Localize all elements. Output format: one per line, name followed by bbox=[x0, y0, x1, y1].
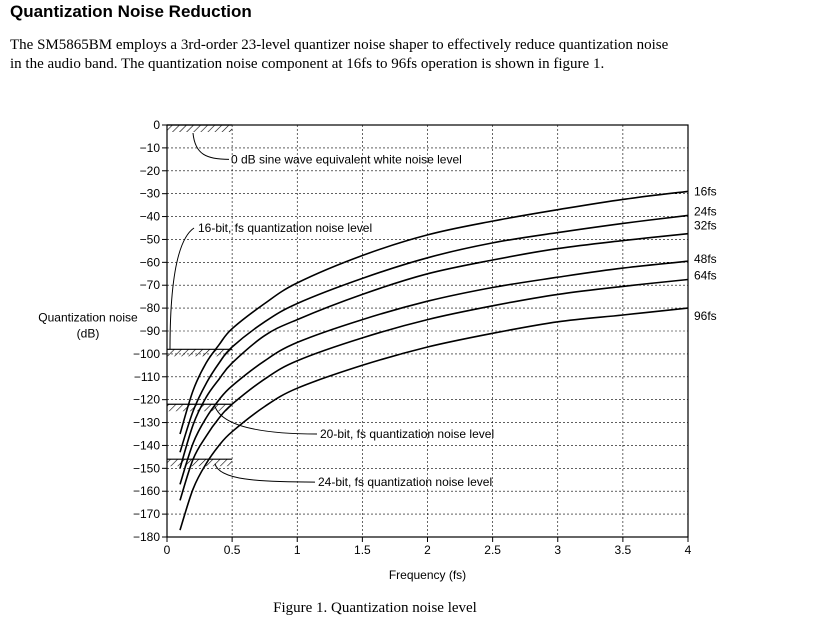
series-label-48fs: 48fs bbox=[694, 252, 717, 267]
series-label-32fs: 32fs bbox=[694, 218, 717, 233]
y-tick-label: −170 bbox=[132, 507, 160, 522]
series-line-24fs bbox=[180, 215, 688, 452]
y-tick-label: −180 bbox=[132, 530, 160, 544]
reference-hatch bbox=[167, 125, 232, 132]
reference-hatch bbox=[167, 459, 232, 466]
x-tick-label: 1.5 bbox=[354, 543, 371, 557]
y-tick-label: 0 bbox=[153, 118, 160, 132]
y-axis-label-unit: (dB) bbox=[76, 326, 100, 341]
x-tick-label: 2.5 bbox=[484, 543, 501, 557]
y-tick-label: −160 bbox=[132, 484, 160, 499]
body-line-1: The SM5865BM employs a 3rd-order 23-level quantizer noise shaper to effectively reduce quantization noise bbox=[10, 37, 669, 53]
reference-callout-label: 0 dB sine wave equivalent white noise level bbox=[231, 152, 462, 167]
series-label-96fs: 96fs bbox=[694, 309, 717, 324]
series-line-64fs bbox=[180, 280, 688, 501]
series-label-16fs: 16fs bbox=[694, 184, 717, 199]
reference-callouts bbox=[170, 133, 494, 489]
y-tick-label: −90 bbox=[139, 324, 160, 338]
y-tick-label: −110 bbox=[133, 369, 160, 384]
y-tick-label: −100 bbox=[132, 346, 160, 361]
x-tick-label: 1 bbox=[293, 543, 301, 557]
y-tick-label: −140 bbox=[132, 438, 160, 453]
series-label-64fs: 64fs bbox=[694, 268, 717, 283]
section-heading: Quantization Noise Reduction bbox=[10, 2, 252, 21]
x-tick-label: 0.5 bbox=[223, 543, 241, 557]
y-tick-label: −130 bbox=[132, 415, 160, 430]
y-tick-label: −120 bbox=[132, 392, 160, 407]
y-tick-label: −70 bbox=[139, 278, 160, 293]
y-tick-label: −50 bbox=[139, 232, 160, 247]
y-tick-label: −40 bbox=[139, 209, 160, 224]
reference-callout-leader bbox=[193, 133, 229, 159]
x-tick-label: 0 bbox=[163, 543, 171, 557]
y-tick-label: −150 bbox=[132, 461, 160, 476]
reference-callout-label: 20-bit, fs quantization noise level bbox=[320, 427, 495, 441]
y-axis-label: Quantization noise bbox=[38, 310, 138, 325]
y-tick-label: −80 bbox=[139, 301, 160, 316]
x-tick-label: 3 bbox=[554, 543, 562, 557]
x-axis-label: Frequency (fs) bbox=[388, 568, 467, 582]
reference-hatch bbox=[167, 349, 232, 356]
x-tick-label: 4 bbox=[684, 543, 692, 557]
reference-callout-leader bbox=[215, 464, 315, 482]
x-tick-label: 2 bbox=[424, 543, 431, 557]
reference-callout-label: 16-bit, fs quantization noise level bbox=[198, 221, 373, 235]
y-tick-label: −20 bbox=[139, 163, 160, 178]
series-line-48fs bbox=[180, 261, 688, 484]
reference-callout-leader bbox=[170, 228, 194, 349]
y-tick-label: −60 bbox=[139, 255, 160, 270]
y-tick-label: −30 bbox=[139, 186, 160, 201]
reference-callout-label: 24-bit, fs quantization noise level bbox=[318, 475, 493, 490]
figure-caption: Figure 1. Quantization noise level bbox=[273, 600, 477, 616]
body-line-2: in the audio band. The quantization noise component at 16fs to 96fs operation is shown in figure 1. bbox=[10, 56, 605, 72]
series-label-24fs: 24fs bbox=[694, 204, 717, 219]
y-tick-label: −10 bbox=[139, 140, 160, 155]
x-tick-label: 3.5 bbox=[614, 543, 632, 557]
